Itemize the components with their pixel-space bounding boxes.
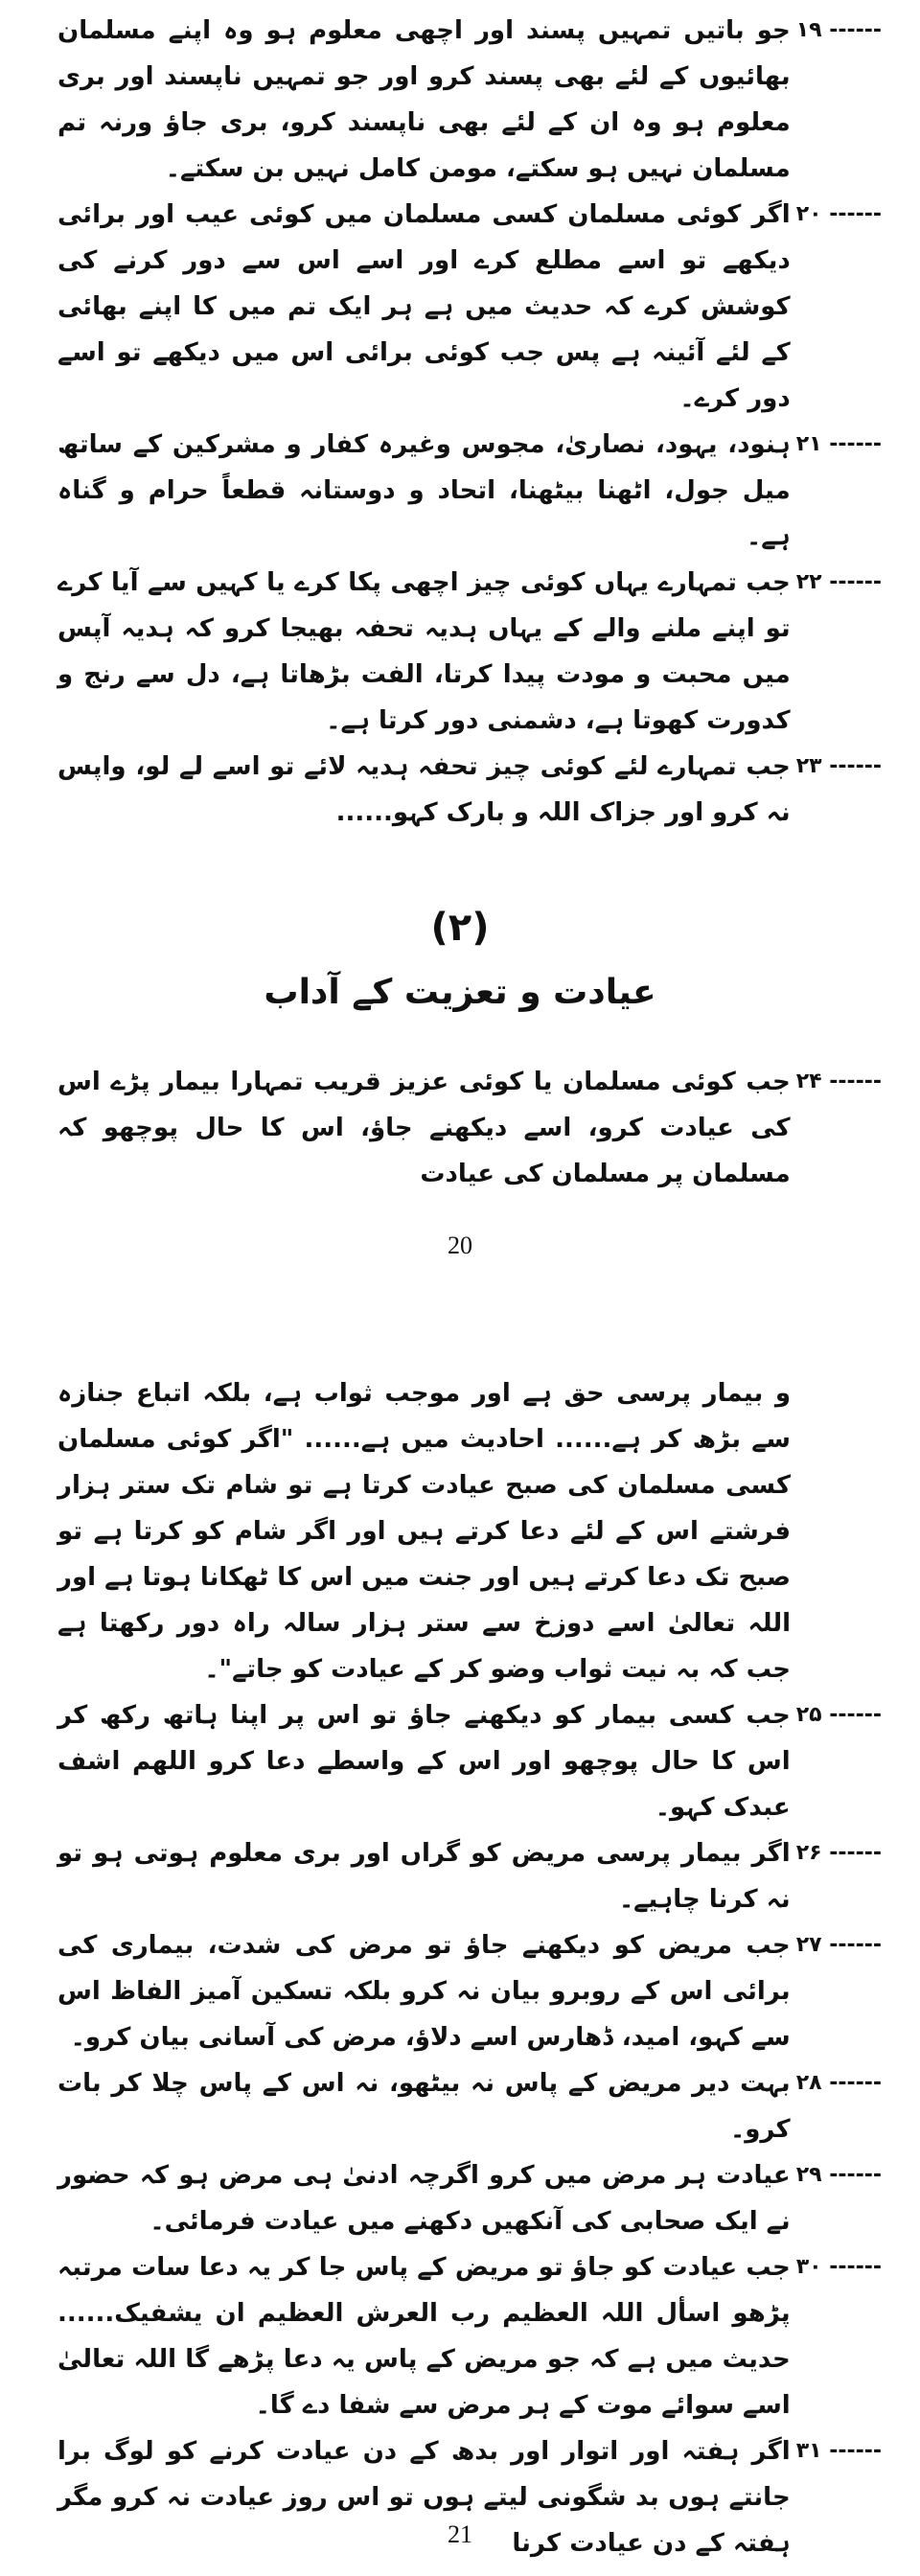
numbered-item [58, 2152, 882, 2244]
item-number: ۲۶ ------ [795, 1841, 882, 1865]
item-number: ۳۱ ------ [795, 2439, 882, 2463]
item-number: ۲۱ ------ [795, 432, 882, 456]
hadith-items [58, 1692, 882, 2566]
item-number: ۲۷ ------ [795, 1933, 882, 1957]
section-title: عیادت و تعزیت کے آداب [264, 973, 656, 1012]
section-number: (۲) [430, 906, 490, 950]
item-text: جب عیادت کو جاؤ تو مریض کے پاس جا کر یہ دعا سات مرتبہ پڑھو اسأل اللہ العظیم رب العرش العظیم ان یشفیک...... حدیث میں ہے کہ جو مریض کے پاس یہ دعا پڑھے گا اللہ تعالیٰ اسے سوائے موت کے ہر مرض سے شفا دے گا۔ [58, 2253, 791, 2420]
item-text: اگر کوئی مسلمان کسی مسلمان میں کوئی عیب اور برائی دیکھے تو اسے مطلع کرے اور اسے اس سے دور کرنے کی کوشش کرے کہ حدیث میں ہے ہر ایک تم میں کا اپنے بھائی کے لئے آئینہ ہے پس جب کوئی برائی اس میں دیکھے تو اسے دور کرے۔ [58, 200, 791, 413]
item-text: بہت دیر مریض کے پاس نہ بیٹھو، نہ اس کے پاس چلا کر بات کرو۔ [58, 2069, 791, 2144]
numbered-item [58, 1059, 882, 1197]
item-number: ۲۳ ------ [795, 754, 882, 778]
item-number: ۲۹ ------ [795, 2163, 882, 2187]
item-number: ۲۲ ------ [795, 570, 882, 594]
item-text: ہنود، یہود، نصاریٰ، مجوس وغیرہ کفار و مشرکین کے ساتھ میل جول، اٹھنا بیٹھنا، اتحاد و دوستانہ قطعاً حرام و گناہ ہے۔ [58, 430, 791, 551]
item-text: جب کسی بیمار کو دیکھنے جاؤ تو اس پر اپنا ہاتھ رکھ کر اس کا حال پوچھو اور اس کے واسطے دعا کرو اللھم اشف عبدک کہو۔ [58, 1701, 791, 1822]
item-text: اگر ہفتہ اور اتوار اور بدھ کے دن عیادت کرنے کو لوگ برا جانتے ہوں بد شگونی لیتے ہوں تو اس روز عیادت نہ کرو مگر ہفتہ کے دن عیادت کرنا [58, 2437, 791, 2558]
item-text: عیادت ہر مرض میں کرو اگرچہ ادنیٰ ہی مرض ہو کہ حضور نے ایک صحابی کی آنکھیں دکھنے میں عیادت فرمائی۔ [58, 2161, 791, 2236]
item-number: ۲۸ ------ [795, 2071, 882, 2095]
hadith-list-bottom [58, 1059, 882, 1197]
item-text: جب تمہارے لئے کوئی چیز تحفہ ہدیہ لائے تو اسے لے لو، واپس نہ کرو اور جزاک اللہ و بارک کہو...... [58, 752, 791, 827]
numbered-item [58, 744, 882, 836]
numbered-item [58, 1692, 882, 1830]
numbered-item [58, 8, 882, 192]
page-21 [0, 1275, 920, 2576]
item-number: ۲۵ ------ [795, 1703, 882, 1727]
item-text: جب کوئی مسلمان یا کوئی عزیز قریب تمہارا بیمار پڑے اس کی عیادت کرو، اسے دیکھنے جاؤ، اس کا حال پوچھو کہ مسلمان پر مسلمان کی عیادت [58, 1068, 791, 1188]
page-20 [0, 0, 920, 1275]
item-number: ۲۰ ------ [795, 202, 882, 226]
numbered-item [58, 560, 882, 744]
numbered-item [58, 1830, 882, 1922]
item-number: ۲۴ ------ [795, 1070, 882, 1093]
hadith-list-top [58, 8, 882, 836]
item-text: جو باتیں تمہیں پسند اور اچھی معلوم ہو وہ اپنے مسلمان بھائیوں کے لئے بھی پسند کرو اور جو تمہیں ناپسند اور بری معلوم ہو وہ ان کے لئے بھی ناپسند کرو، بری جاؤ ورنہ تم مسلمان نہیں ہو سکتے، مومن کامل نہیں بن سکتے۔ [58, 16, 791, 183]
page-number: 20 [448, 1231, 472, 1259]
item-text: اگر بیمار پرسی مریض کو گراں اور بری معلوم ہوتی ہو تو نہ کرنا چاہیے۔ [58, 1839, 791, 1914]
item-number: ۳۰ ------ [795, 2255, 882, 2279]
numbered-item [58, 192, 882, 422]
hadith-list [58, 1370, 882, 2566]
numbered-item [58, 2060, 882, 2152]
item-text: جب تمہارے یہاں کوئی چیز اچھی پکا کرے یا کہیں سے آیا کرے تو اپنے ملنے والے کے یہاں ہدیہ تحفہ بھیجا کرو کہ ہدیہ آپس میں محبت و مودت پیدا کرتا، الفت بڑھاتا ہے، دل سے رنج و کدورت کھوتا ہے، دشمنی دور کرتا ہے۔ [58, 568, 791, 735]
item-number: ۱۹ ------ [795, 18, 882, 42]
numbered-item [58, 1922, 882, 2060]
page-number: 21 [448, 2520, 472, 2548]
item-text: جب مریض کو دیکھنے جاؤ تو مرض کی شدت، بیماری کی برائی اس کے روبرو بیان نہ کرو بلکہ تسکین آمیز الفاظ اس سے کہو، امید، ڈھارس اسے دلاؤ، مرض کی آسانی بیان کرو۔ [58, 1931, 791, 2052]
numbered-item [58, 422, 882, 560]
numbered-item [58, 2244, 882, 2428]
continuation-paragraph: و بیمار پرسی حق ہے اور موجب ثواب ہے، بلکہ اتباع جنازہ سے بڑھ کر ہے...... احادیث میں ہے...... "اگر کوئی مسلمان کسی مسلمان کی صبح عیادت کرتا ہے تو شام تک ستر ہزار فرشتے اس کے لئے دعا کرتے ہیں اور اگر شام کو کرتا ہے تو صبح تک دعا کرتے ہیں اور جنت میں اس کا ٹھکانا ہوتا ہے اور اللہ تعالیٰ اسے دوزخ سے ستر ہزار سالہ راہ دور رکھتا ہے جب کہ بہ نیت ثواب وضو کر کے عیادت کو جاتے"۔ [58, 1379, 791, 1684]
